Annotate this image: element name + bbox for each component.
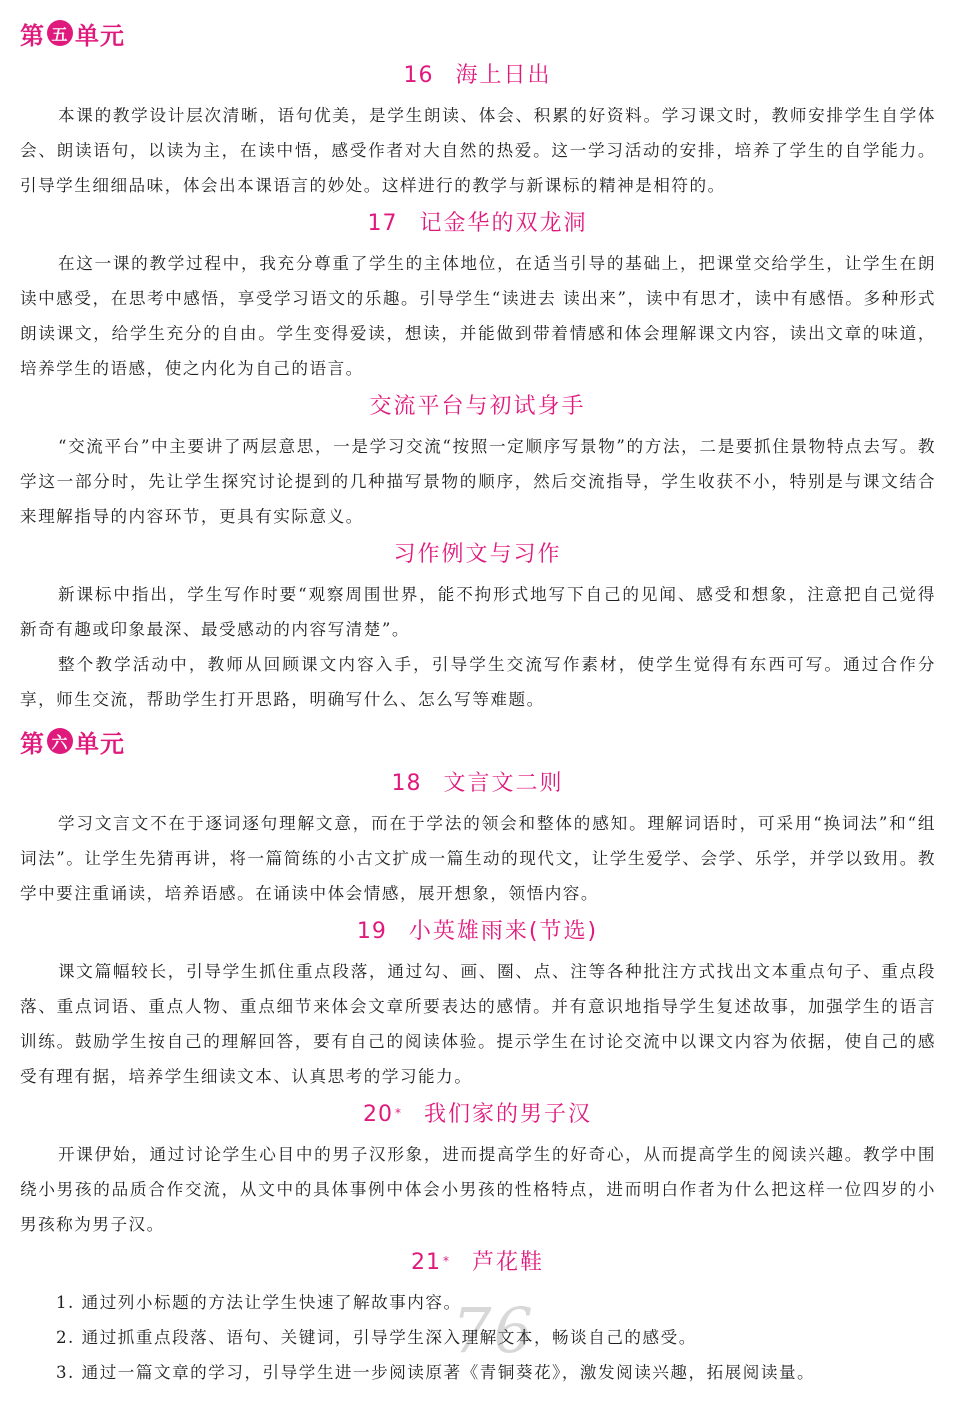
lesson-title <box>0 769 955 799</box>
optional-mark: * <box>394 1106 402 1120</box>
unit-number-badge: 六 <box>47 728 73 754</box>
lesson-title <box>0 209 955 239</box>
lesson-number-value: 21 <box>410 1250 441 1275</box>
unit-heading <box>20 725 125 757</box>
section-title <box>0 392 955 422</box>
lesson-title <box>0 61 955 91</box>
lesson-name: 小英雄雨来(节选) <box>408 919 599 944</box>
paragraph: “交流平台”中主要讲了两层意思，一是学习交流“按照一定顺序写景物”的方法，二是要抓住景物特点去写。教学这一部分时，先让学生探究讨论提到的几种描写景物的顺序，然后交流指导，学生收获不小，特别是与课文结合来理解指导的内容环节，更具有实际意义。 <box>20 437 936 526</box>
lesson-number <box>363 1102 402 1127</box>
unit-prefix: 第 <box>20 729 45 758</box>
lesson-number-value: 20 <box>362 1102 393 1127</box>
section-title <box>0 540 955 570</box>
lesson-number: 19 <box>356 919 387 944</box>
lesson-number <box>411 1250 450 1275</box>
list-item: 3. 通过一篇文章的学习，引导学生进一步阅读原著《青铜葵花》，激发阅读兴趣，拓展阅读量。 <box>56 1363 816 1382</box>
unit-heading <box>20 17 125 49</box>
lesson-name: 记金华的双龙洞 <box>419 211 588 236</box>
paragraph: 本课的教学设计层次清晰，语句优美，是学生朗读、体会、积累的好资料。学习课文时，教师安排学生自学体会、朗读语句，以读为主，在读中悟，感受作者对大自然的热爱。这一学习活动的安排，培养了学生的自学能力。引导学生细细品味，体会出本课语言的妙处。这样进行的教学与新课标的精神是相符的。 <box>20 106 936 195</box>
section-name: 习作例文与习作 <box>393 542 562 567</box>
list-item: 2. 通过抓重点段落、语句、关键词，引导学生深入理解文本，畅谈自己的感受。 <box>56 1328 697 1347</box>
paragraph: 整个教学活动中，教师从回顾课文内容入手，引导学生交流写作素材，使学生觉得有东西可写。通过合作分享，师生交流，帮助学生打开思路，明确写什么、怎么写等难题。 <box>20 655 936 709</box>
paragraph: 课文篇幅较长，引导学生抓住重点段落，通过勾、画、圈、点、注等各种批注方式找出文本重点句子、重点段落、重点词语、重点人物、重点细节来体会文章所要表达的感情。并有意识地指导学生复述故事，加强学生的语言训练。鼓励学生按自己的理解回答，要有自己的阅读体验。提示学生在讨论交流中以课文内容为依据，使自己的感受有理有据，培养学生细读文本、认真思考的学习能力。 <box>20 962 936 1086</box>
lesson-name: 我们家的男子汉 <box>423 1102 592 1127</box>
lesson-number: 18 <box>391 771 422 796</box>
page-number: 76 <box>452 1294 535 1367</box>
unit-number-badge: 五 <box>47 20 73 46</box>
paragraph: 学习文言文不在于逐词逐句理解文意，而在于学法的领会和整体的感知。理解词语时，可采用“换词法”和“组词法”。让学生先猜再讲，将一篇简练的小古文扩成一篇生动的现代文，让学生爱学、会学、乐学，并学以致用。教学中要注重诵读，培养语感。在诵读中体会情感，展开想象，领悟内容。 <box>20 814 936 903</box>
lesson-title <box>0 1248 955 1278</box>
list-item: 1. 通过列小标题的方法让学生快速了解故事内容。 <box>56 1293 462 1312</box>
unit-prefix: 第 <box>20 21 45 50</box>
lesson-title <box>0 1100 955 1130</box>
section-name: 交流平台与初试身手 <box>369 394 586 419</box>
optional-mark: * <box>442 1254 450 1268</box>
unit-suffix: 单元 <box>75 21 125 50</box>
paragraph: 开课伊始，通过讨论学生心目中的男子汉形象，进而提高学生的好奇心，从而提高学生的阅读兴趣。教学中围绕小男孩的品质合作交流，从文中的具体事例中体会小男孩的性格特点，进而明白作者为什么把这样一位四岁的小男孩称为男子汉。 <box>20 1145 936 1234</box>
lesson-name: 文言文二则 <box>443 771 564 796</box>
lesson-number: 17 <box>367 211 398 236</box>
paragraph: 在这一课的教学过程中，我充分尊重了学生的主体地位，在适当引导的基础上，把课堂交给学生，让学生在朗读中感受，在思考中感悟，享受学习语文的乐趣。引导学生“读进去 读出来”，读中有思才，读中有感悟。多种形式朗读课文，给学生充分的自由。学生变得爱读，想读，并能做到带着情感和体会理解课文内容，读出文章的味道，培养学生的语感，使之内化为自己的语言。 <box>20 254 936 378</box>
lesson-name: 海上日出 <box>455 63 552 88</box>
lesson-name: 芦花鞋 <box>471 1250 544 1275</box>
lesson-title <box>0 917 955 947</box>
unit-suffix: 单元 <box>75 729 125 758</box>
paragraph: 新课标中指出，学生写作时要“观察周围世界，能不拘形式地写下自己的见闻、感受和想象，注意把自己觉得新奇有趣或印象最深、最受感动的内容写清楚”。 <box>20 585 936 639</box>
lesson-number: 16 <box>403 63 434 88</box>
